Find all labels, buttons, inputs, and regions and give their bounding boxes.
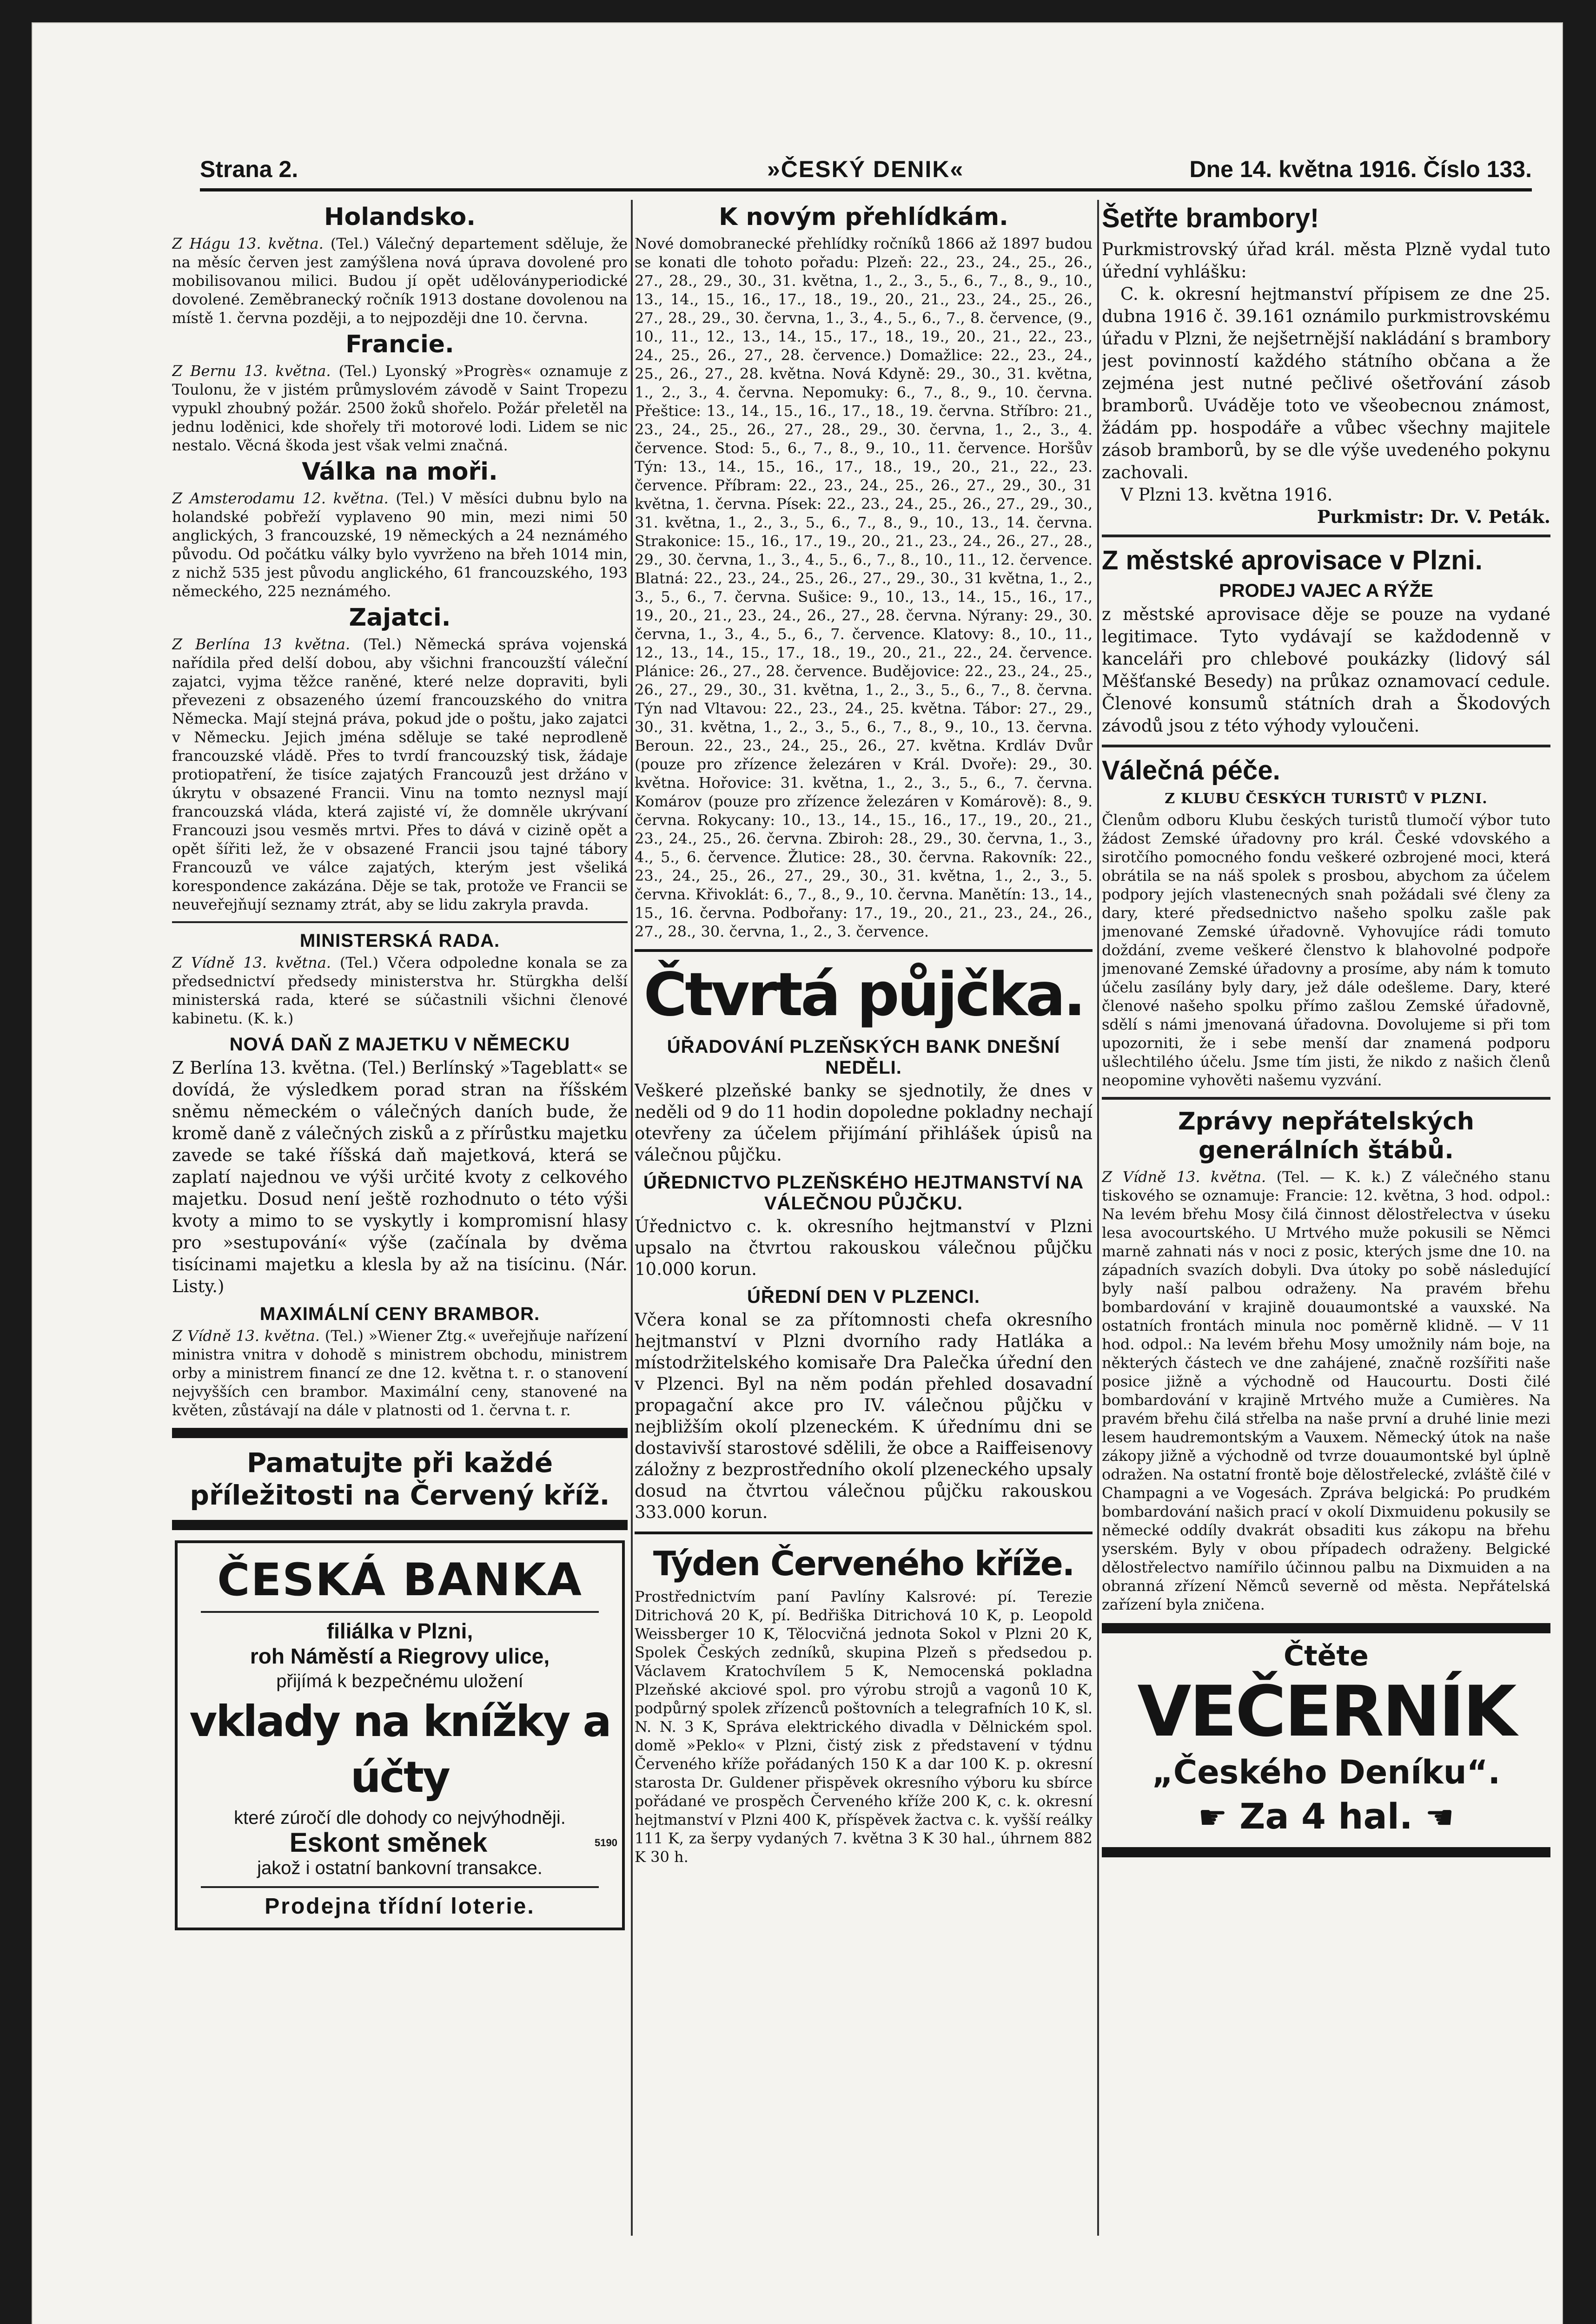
pece-text: Členům odboru Klubu českých turistů tlumočí výbor tuto žádost Zemské úřadovny pro král. České vdovského a sirotčího pomocného fondu veškeré ozbrojené moci, která obrátila se na náš spolek s prosbou, abychom za účelem podpory jejích vlastenecných snah požádali své členy za dary, které předsednictvo našeho spolku zašle pak jmenované Zemské úřadovně. Vyhovujíce rádi tomuto doždání, zveme veškeré členstvo k blahovolné podpoře jmenované Zemské úřadovny a prosíme, aby nám k tomuto účelu zasílány byly dary, jež dále odešleme. Dary, které členové našeho spolku přímo zašlou Zemské úřadovně, sdělí s námi jmenovaná úřadovna. Dovolujeme si při tom upozorniti, že i sebe menší dar znamená podporu ušlechtilého účelu. Jsme tím jisti, že nikdo z našich členů neopomine vyhověti našemu vyzvání. <box>1102 811 1550 1089</box>
section-rule <box>172 921 628 923</box>
headline-nova-dan: NOVÁ DAŇ Z MAJETKU V NĚMECKU <box>229 1034 570 1055</box>
loan-articles <box>635 1037 1093 1523</box>
section-rule <box>635 1532 1093 1534</box>
bank-title: ČESKÁ BANKA <box>217 1554 583 1606</box>
vecernik-subtitle: „Českého Deníku“. <box>1152 1753 1501 1791</box>
article-holandsko: Z Hágu 13. května. (Tel.) Válečný departement sděluje, že na měsíc červen jest zamýšlena nová úprava dovolené pro mobilisovanou milici. Budou jí opět uděloványperiodické dovolené. Zeměbranecký ročník 1913 dostane dovolenou na místě 1. června později, a to nejpozději dne 10. června. <box>172 235 628 327</box>
section-rule <box>1102 1097 1550 1100</box>
column-left <box>172 200 628 2236</box>
aprovisace-text: z městské aprovisace děje se pouze na vydané legitimace. Tyto vydávají se každodenně v kanceláři pro chlebové poukázky (lidový sál Měšťanské Besedy) na průkaz oznamovací cedule. Členové konsumů státních drah a Škodových závodů jsou z této výhody vyloučeni. <box>1102 604 1550 736</box>
article-maximalni-ceny: Z Vídně 13. května. (Tel.) »Wiener Ztg.« uveřejňuje nařízení ministra vnitra v dohodě s ministrem obchodu, ministrem orby a ministrem financí ze dne 12. května t. r. o stanovení nejvyšších cen brambor. Maximální ceny, stanovené na květen, zůstávají na dále v platnosti od 1. června t. r. <box>172 1327 628 1419</box>
setrte-text: C. k. okresní hejtmanství přípisem ze dne 25. dubna 1916 č. 39.161 oznámilo purkmistrovskému úřadu v Plzni, že nejšetrnější nakládání s brambory jest povinností každého státního občana a že zejména jest nutné pečlivé ošetřování zásob bramborů. Uváděje toto ve všeobecnou známost, žádám pp. hospodáře a vůbec všechny majitele zásob bramborů, by se dle výše uvedeného pokynu zachovali. <box>1102 284 1550 482</box>
section-rule <box>1102 745 1550 747</box>
bank-transactions: jakož i ostatní bankovní transakce. <box>257 1858 543 1878</box>
headline-francie: Francie. <box>345 330 454 358</box>
bank-escompte: Eskont směnek 5190 <box>289 1828 617 1858</box>
headline-valka-na-mori: Válka na moři. <box>302 458 498 486</box>
headline-setrte-brambory: Šetřte brambory! <box>1102 203 1319 233</box>
headline-ctvrta-pujcka: Čtvrtá půjčka. <box>643 960 1084 1030</box>
column-middle <box>635 200 1093 2236</box>
page-number: Strana 2. <box>200 156 298 182</box>
article-nova-dan: Z Berlína 13. května. (Tel.) Berlínský »Tageblatt« se dovídá, že výsledkem porad stran na říšském sněmu německém o válečných daních bude, že kromě daně z válečných zisků a z přírůstku majetku zavede se také říšská daň majetková, která se zaplatí najednou ve výši určité kvoty z celkového majetku. Dosud není ještě rozhodnuto o této výši kvoty a mimo to se vyskytly i kompromisní hlasy pro »sestupování« výše (začínala by dvěma tisícinami majetku a klesla by až na tisícinu. (Nár. Listy.) <box>172 1058 628 1296</box>
article-urednictvo: Úřednictvo c. k. okresního hejtmanství v Plzni upsalo na čtvrtou rakouskou válečnou půjčku 10.000 korun. <box>635 1216 1093 1279</box>
article-zajatci: Z Berlína 13 května. (Tel.) Německá správa vojenská nařídila před delší dobou, aby všichni francouzští váleční zajatci, vyjma těžce raněné, které nelze dopraviti, byli převezeni z obsazeného území francouzského do vnitra Německa. Mají stejná práva, pokud jde o poštu, jako zajatci v Německu. Jejich jména sděluje se také neprodleně francouzské vládě. Přes to tvrdí francouzský tisk, žádaje protiopatření, že tisíce zajatých Francouzů jest držáno v úkrytu v obsazené Francii. Vinu na tomto neznysl mají francouzská vláda, která zajisté ví, že domněle ukrývaní Francouzi jsou vesměs mrtvi. Přes to dává v cizině opět a opět šířiti lež, že v obsazené Francii jsou tajné tábory Francouzů ve válce zajatých, kterým jest všeliká korespondence zakázána. Děje se tak, protože ve Francii se neuveřejňují seznamy ztrát, aby se lidu zakryla pravda. <box>172 635 628 913</box>
article-tyden: Prostřednictvím paní Pavlíny Kalsrové: pí. Terezie Ditrichová 20 K, pí. Bedřiška Ditrichová 10 K, p. Leopold Weissberger 10 K, Tělocvičná jednota Sokol v Plzni 20 K, Spolek Českých zedníků, skupina Plzeň s předsedou p. Václavem Kratochvílem 5 K, Nemocenská pokladna Plzeňské akciové spol. pro výrobu strojů a vagonů 10 K, podpůrný spolek zřízenců poštovních a telegrafních 10 K, sl. N. N. 3 K, Správa elektrického divadla v Dělnickém spol. domě »Peklo« v Plzni, čistý zisk z představení v týdnu Červeného kříže pořádaných 150 K a dar 100 K. p. okresní starosta Dr. Guldener přispěvek okresního výboru ku sbírce pořádané ve prospěch Červeného kříže 200 K, c. k. okresní hejtmanství v Plzni 400 K, příspěvek žactva c. k. vyšší reálky 111 K, za šerpy vydaných 7. května 3 K 30 hal., úhrnem 882 K 30 h. <box>635 1588 1093 1866</box>
vecernik-price: ☛ Za 4 hal. ☚ <box>1198 1796 1454 1837</box>
pointing-hand-icon: ☚ <box>1425 1798 1454 1836</box>
column-divider-1 <box>631 200 633 2236</box>
headline-maximalni-ceny: MAXIMÁLNÍ CENY BRAMBOR. <box>259 1304 540 1324</box>
bank-address: roh Náměstí a Riegrovy ulice, <box>250 1644 550 1668</box>
bank-rate: které zúročí dle dohody co nejvýhodněji. <box>234 1808 566 1828</box>
bank-accepts: přijímá k bezpečnému uložení <box>276 1671 523 1691</box>
headline-prehlidky: K novým přehlídkám. <box>719 203 1008 231</box>
column-divider-2 <box>1097 200 1099 2236</box>
vecernik-read: Čtěte <box>1284 1640 1369 1672</box>
headline-aprovisace: Z městské aprovisace v Plzni. <box>1102 545 1483 575</box>
headline-uradovani: ÚŘADOVÁNÍ PLZEŇSKÝCH BANK DNEŠNÍ NEDĚLI. <box>667 1037 1060 1078</box>
zpravy-text: Z Vídně 13. května. (Tel. — K. k.) Z válečného stanu tiskového se oznamuje: Francie: 12. května, 3 hod. odpol.: Na levém břehu Mosy čilá činnost dělostřelectva v úseku lesa avocourtského. U Mrtvého muže pokusili se Němci marně zahnati nás v noci z posic, kterých jsme dne 10. na západních svazích dobyli. Dva útoky po sobě následující byly naší palbou odraženy. Na pravém břehu bombardování v krajině douaumontské a vauxské. Na ostatních frontách minula noc poměrně klidně. — V 11 hod. odpol.: Na levém břehu Mosy umožnily nám boje, na některých částech ve dne zahájené, značně rozšířiti naše posice jižně a východně od Haucourtu. Dosti čilé bombardování v krajině Mrtvého muže a Cumières. Na pravém břehu čilá střelba na naše první a druhé linie mezi lesem haudremontským a Vauxem. Německý útok na naše zákopy jižně a východně od tvrze douaumontské byl úplně odražen. Na ostatní frontě boje dělostřelecké, zvláště čilé v Champagni a ve Vogesách. Zpráva belgická: Po prudkém bombardování našich prací v okolí Dixmuidenu pokusily se německé oddíly dvakrát obsaditi kus zákopu na břehu yserském. Byly v obou případech odraženy. Belgické dělostřelectvo namířilo účinnou palbu na Dixmuiden a na obranná zřízení Němců severně od města. Nepřátelská zařízení byla zničena. <box>1102 1168 1550 1613</box>
setrte-intro: Purkmistrovský úřad král. města Plzně vydal tuto úřední vyhlášku: <box>1102 239 1550 282</box>
headline-holandsko: Holandsko. <box>324 203 476 231</box>
vecernik-advert <box>1102 1623 1550 1857</box>
vecernik-title: VEČERNÍK <box>1137 1671 1515 1752</box>
column-right <box>1102 200 1550 2236</box>
aprovisace-sub: PRODEJ VAJEC A RÝŽE <box>1219 581 1433 601</box>
bank-branch: filiálka v Plzni, <box>326 1619 473 1643</box>
bank-deposits: vklady na knížky a účty <box>189 1697 610 1802</box>
section-rule <box>1102 535 1550 537</box>
headline-ministerska-rada: MINISTERSKÁ RADA. <box>299 931 500 951</box>
page-header <box>200 156 1532 188</box>
thick-rule <box>172 1520 628 1530</box>
red-cross-banner: Pamatujte při každé příležitosti na Červený kříž. <box>190 1447 610 1511</box>
article-prehlidky: Nové domobranecké přehlídky ročníků 1866 až 1897 budou se konati dle tohoto pořadu: Plzeň: 22., 23., 24., 25., 26., 27., 28., 29., 30., 31. května, 1., 2., 3., 5., 6., 7., 8., 9., 10., 13., 14., 15., 16., 17., 18., 19., 20., 21., 23., 24., 25., 26., 27., 28., 29., 30. června, 1., 3., 4., 5., 6., 7., 8. července, (9., 10., 11., 12., 13., 14., 15., 17., 18., 19., 20., 21., 22., 23., 24., 25., 26., 27., 28. července.) Domažlice: 22., 23., 24., 25., 26., 27., 28. května. Nová Kdyně: 29., 30., 31. května, 1., 2., 3., 4. června. Nepomuky: 6., 7., 8., 9., 10. června. Přeštice: 13., 14., 15., 16., 17., 18., 19. června. Stříbro: 21., 23., 24., 25., 26., 27., 28., 29., 30. června, 1., 2., 3., 4. července. Stod: 5., 6., 7., 8., 9., 10., 11. července. Horšův Týn: 13., 14., 15., 16., 17., 18., 19., 20., 21., 22., 23. července. Příbram: 22., 23., 24., 25., 26., 27., 29., 30., 31 května, 1. června. Písek: 22., 23., 24., 25., 26., 27., 29., 30., 31. května, 1., 2., 3., 5., 6., 7., 8., 9., 10., 13., 14. června. Strakonice: 15., 16., 17., 19., 20., 21., 23., 24., 26., 27., 28., 29., 30. června, 1., 3., 4., 5., 6., 7., 8., 10., 11., 12. července. Blatná: 22., 23., 24., 25., 26., 27., 29., 30., 31 května, 1., 2., 3., 5., 6., 7. června. Sušice: 9., 10., 13., 14., 15., 16., 17., 19., 20., 21., 23., 24., 26., 27., 28. června. Nýrany: 29., 30. června, 1., 3., 4., 5., 6., 7. července. Klatovy: 8., 10., 11., 12., 13., 14., 15., 17., 18., 19., 20., 21., 22., 24. července. Plánice: 26., 27., 28. července. Budějovice: 22., 23., 24., 25., 26., 27., 29., 30., 31. května, 1., 2., 3., 5., 6., 7., 8. června. Týn nad Vltavou: 22., 23., 24., 25. května. Tábor: 27., 29., 30., 31. května, 1., 2., 3., 5., 6., 7., 8., 9., 10., 13. června. Beroun. 22., 23., 24., 25., 26., 27. května. Krdláv Dvůr (pouze pro zřízence železáren v Král. Dvoře): 29., 30. května. Hořovice: 31. května, 1., 2., 3., 5., 6., 7. června. Komárov (pouze pro zřízence železáren v Komárově): 8., 9. června. Rokycany: 10., 13., 14., 15., 16., 17., 19., 20., 21., 23., 24., 25., 26. června. Zbiroh: 28., 29., 30. června, 1., 3., 4., 5., 6. července. Žlutice: 28., 30. června. Rakovník: 22., 23., 24., 25., 26., 27., 29., 30., 31. května, 1., 2., 3., 5. června. Křivoklát: 6., 7., 8., 9., 10. června. Manětín: 13., 14., 15., 16. června. Podbořany: 17., 19., 20., 21., 23., 24., 26., 27., 28., 30. června, 1., 2., 3. července. <box>635 235 1093 940</box>
ceska-banka-advert <box>175 1540 625 1930</box>
pointing-hand-icon: ☛ <box>1198 1798 1227 1836</box>
article-francie: Z Bernu 13. května. (Tel.) Lyonský »Progrès« oznamuje z Toulonu, že v jistém průmyslovém závodě v Saint Tropezu vypukl zhoubný požár. 2500 žoků shořelo. Požár přeletěl na jednu loděnici, kde shořely tři motorové lodi. Lidem se nic nestalo. Věcná škoda jest však velmi značná. <box>172 362 628 454</box>
bank-lottery: Prodejna třídní loterie. <box>265 1894 535 1919</box>
thick-rule <box>172 1428 628 1438</box>
setrte-signer: Purkmistr: Dr. V. Peták. <box>1317 506 1550 527</box>
article-valka-na-mori: Z Amsterodamu 12. května. (Tel.) V měsíci dubnu bylo na holandské pobřeží vyplaveno 90 min, mezi nimi 50 anglických, 3 francouzské, 19 německých a 24 neznámého původu. Od počátku války bylo vyvrženo na břeh 1014 min, z nichž 535 jest původu anglického, 61 francouzského, 193 německého, 225 neznámého. <box>172 489 628 600</box>
headline-tyden-cerveneho-krize: Týden Červeného kříže. <box>653 1544 1074 1583</box>
masthead: »ČESKÝ DENIK« <box>767 156 964 182</box>
divider <box>201 1886 599 1888</box>
section-rule <box>635 949 1093 952</box>
headline-uredni-den: ÚŘEDNÍ DEN V PLZENCI. <box>747 1287 980 1307</box>
headline-urednictvo: ÚŘEDNICTVO PLZEŇSKÉHO HEJTMANSTVÍ NA VÁLEČNOU PŮJČKU. <box>643 1172 1084 1214</box>
article-uredni-den: Včera konal se za přítomnosti chefa okresního hejtmanství v Plzni dvorního rady Hatláka a místodržitelského komisaře Dra Palečka úřední den v Plzenci. Byl na něm podán přehled dosavadní propagační akce pro IV. válečnou půjčku v nejbližším okolí plzeneckém. K úřednímu dni se dostavivší starostové sdělili, že obce a Raiffeisenovy záložny z bezprostředního okolí plzeneckého upsaly dosud na čtvrtou válečnou půjčku rakouskou 333.000 korun. <box>635 1310 1093 1522</box>
headline-zpravy-stabu: Zprávy nepřátelských generálních štábů. <box>1178 1108 1475 1164</box>
divider <box>201 1611 599 1613</box>
issue-date: Dne 14. května 1916. Číslo 133. <box>1189 156 1532 182</box>
article-uradovani: Veškeré plzeňské banky se sjednotily, že dnes v neděli od 9 do 11 hodin dopoledne pokladny nechají otevřeny za účelem přijímání přihlášek úpisů na válečnou půjčku. <box>635 1081 1093 1165</box>
pece-sub: Z KLUBU ČESKÝCH TURISTŮ V PLZNI. <box>1165 791 1488 807</box>
headline-valecna-pece: Válečná péče. <box>1102 755 1280 786</box>
headline-zajatci: Zajatci. <box>349 604 451 632</box>
header-rule <box>200 188 1532 191</box>
setrte-place: V Plzni 13. května 1916. <box>1120 485 1333 505</box>
article-ministerska-rada: Z Vídně 13. května. (Tel.) Včera odpoledne konala se za předsednictví předsedy ministerstva hr. Stürgkha delší ministerská rada, které se súčastnili všichni členové kabinetu. (K. k.) <box>172 954 628 1027</box>
